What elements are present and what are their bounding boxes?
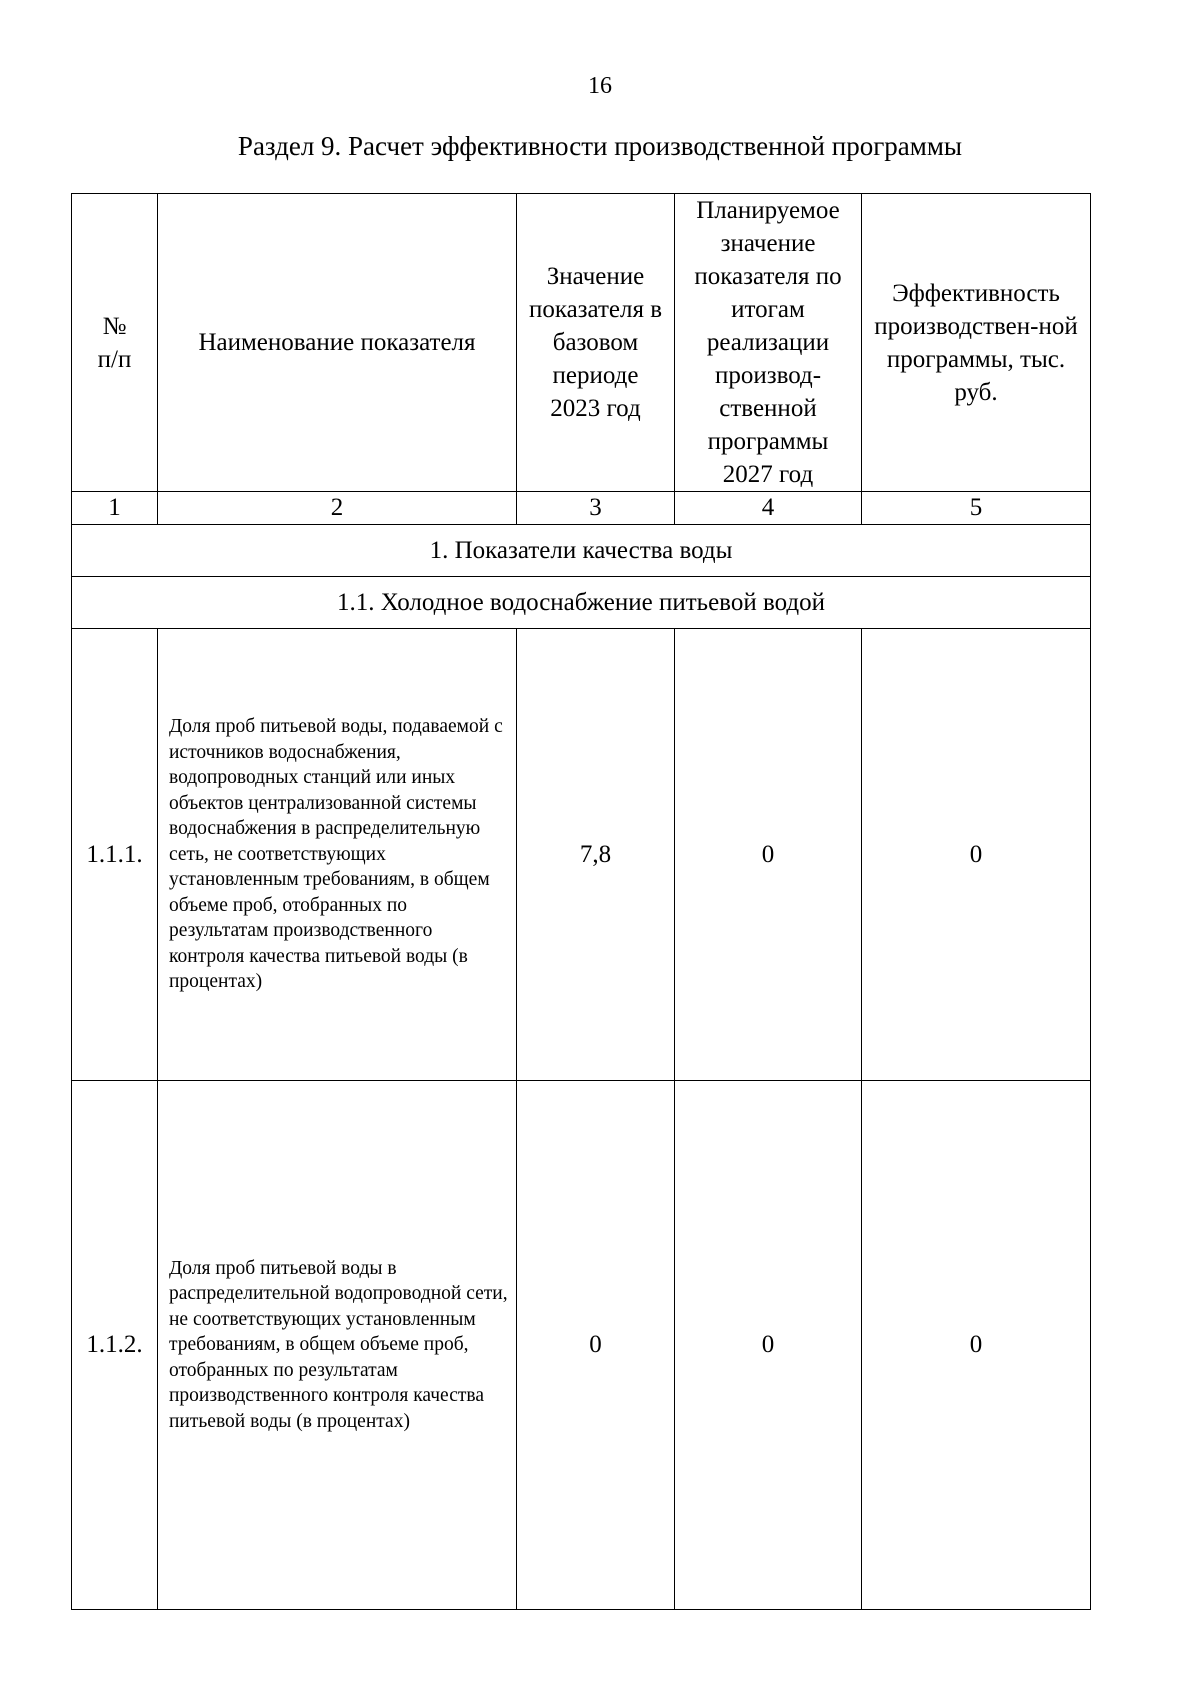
row-efficiency-value: 0 xyxy=(862,629,1091,1081)
table-header-row xyxy=(72,194,1091,492)
row-efficiency-value: 0 xyxy=(862,1081,1091,1610)
header-efficiency-text: Эффективность производствен-ной программы, тыс. руб. xyxy=(874,279,1078,406)
row-planned-value: 0 xyxy=(675,1081,862,1610)
column-number-4: 4 xyxy=(675,492,862,525)
row-base-value: 0 xyxy=(517,1081,675,1610)
section-heading-water-quality: 1. Показатели качества воды xyxy=(72,525,1091,577)
row-planned-value: 0 xyxy=(675,629,862,1081)
page-number: 16 xyxy=(588,73,612,99)
section-row-water-quality xyxy=(72,525,1091,577)
section-row-cold-water xyxy=(72,577,1091,629)
section-title: Раздел 9. Расчет эффективности производственной программы xyxy=(237,131,963,161)
header-indicator-name-text: Наименование показателя xyxy=(198,329,476,356)
header-number-text: № п/п xyxy=(97,312,132,373)
efficiency-table xyxy=(71,193,1091,1610)
column-number-row xyxy=(72,492,1091,525)
header-number xyxy=(72,194,158,492)
header-efficiency xyxy=(862,194,1091,492)
row-number: 1.1.2. xyxy=(72,1081,158,1610)
row-indicator-name: Доля проб питьевой воды, подаваемой с источников водоснабжения, водопроводных станций или иных объектов централизованной системы водоснабжения в распределительную сеть, не соответствующих установленным требованиям, в общем объеме проб, отобранных по результатам производственного контроля качества питьевой воды (в процентах) xyxy=(158,629,517,1081)
table-row xyxy=(72,1081,1091,1610)
column-number-1: 1 xyxy=(72,492,158,525)
row-indicator-name: Доля проб питьевой воды в распределительной водопроводной сети, не соответствующих установленным требованиям, в общем объеме проб, отобранных по результатам производственного контроля качества питьевой воды (в процентах) xyxy=(158,1081,517,1610)
column-number-5: 5 xyxy=(862,492,1091,525)
section-heading-cold-water: 1.1. Холодное водоснабжение питьевой водой xyxy=(72,577,1091,629)
row-number: 1.1.1. xyxy=(72,629,158,1081)
table-row xyxy=(72,629,1091,1081)
row-base-value: 7,8 xyxy=(517,629,675,1081)
header-base-value xyxy=(517,194,675,492)
header-planned-value xyxy=(675,194,862,492)
header-base-value-text: Значение показателя в базовом периоде 2023 год xyxy=(528,263,663,422)
column-number-3: 3 xyxy=(517,492,675,525)
header-planned-value-text: Планируемое значение показателя по итогам реализации производ-ственной программы 2027 год xyxy=(694,197,842,488)
column-number-2: 2 xyxy=(158,492,517,525)
header-indicator-name xyxy=(158,194,517,492)
